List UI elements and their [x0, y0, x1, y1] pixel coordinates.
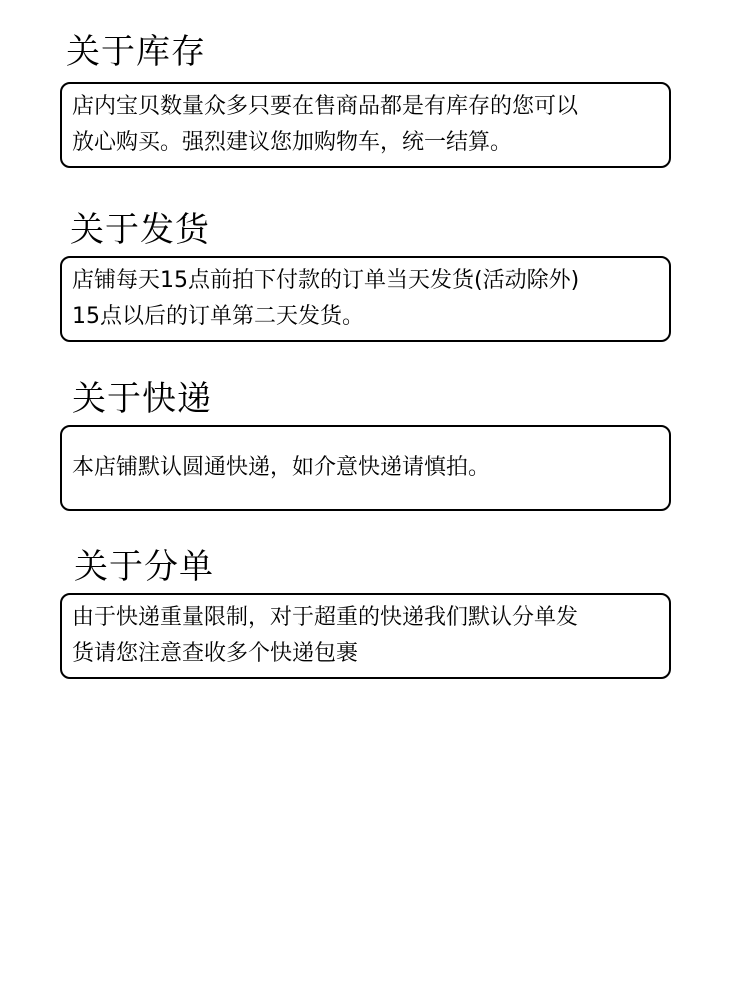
info-text-line: 店铺每天15点前拍下付款的订单当天发货(活动除外) [72, 268, 580, 293]
info-text-line: 店内宝贝数量众多只要在售商品都是有库存的您可以 [72, 94, 579, 119]
section-title-courier: 关于快递 [72, 379, 212, 419]
info-box-courier [60, 425, 671, 511]
info-text-line: 本店铺默认圆通快递，如介意快递请慎拍。 [72, 455, 491, 480]
info-box-inventory [60, 82, 671, 168]
section-title-inventory: 关于库存 [66, 32, 206, 72]
section-title-shipping: 关于发货 [70, 210, 210, 250]
section-title-split-order: 关于分单 [74, 547, 214, 587]
info-text-line: 放心购买。强烈建议您加购物车，统一结算。 [72, 130, 513, 155]
info-text-line: 由于快递重量限制，对于超重的快递我们默认分单发 [72, 605, 579, 630]
info-text-line: 15点以后的订单第二天发货。 [72, 304, 364, 329]
info-text-line: 货请您注意查收多个快递包裹 [72, 641, 359, 666]
info-box-split-order [60, 593, 671, 679]
info-box-shipping [60, 256, 671, 342]
